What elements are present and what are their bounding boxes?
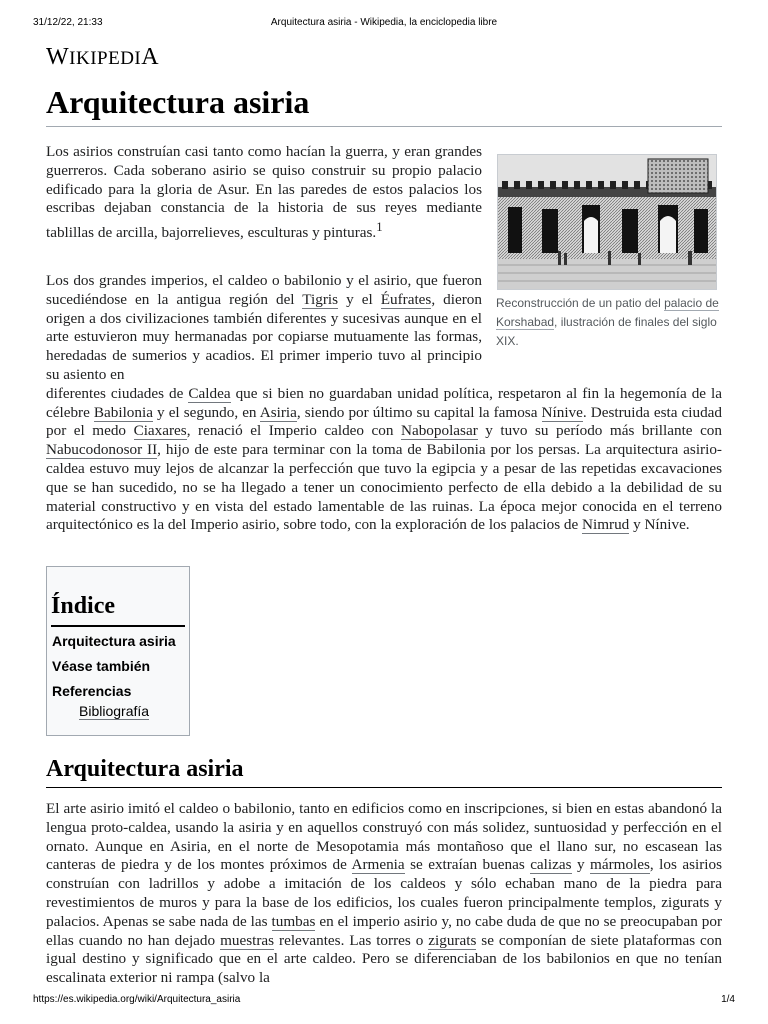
- calizas-link[interactable]: calizas: [530, 856, 572, 874]
- print-footer: [33, 994, 735, 1008]
- second-paragraph: Los dos grandes imperios, el caldeo o babilonio y el asirio, que fueron sucediéndose en la antigua región del Tigris y el Éufrates, dieron origen a dos civilizaciones también diferentes y sucesivas aunque en el arte estuvieron muy hermanadas por copiarse mutuamente las formas, heredadas de sumerios y acadios. El primer imperio tuvo al principio su asiento en diferentes ciudades de Caldea que si bien no guardaban unidad política, respetaron al fin la hegemonía de la célebre Babilonia y el segundo, en Asiria, siendo por último su capital la famosa Nínive. Destruida esta ciudad por el medo Ciaxares, renació el Imperio caldeo con Nabopolasar y tuvo su período más brillante con Nabucodonosor II, hijo de este para terminar con la toma de Babilonia por los persas. La arquitectura asirio-caldea estuvo muy lejos de alcanzar la perfección que tuvo la egipcia y a pesar de las repetidas excavaciones que se han sucedido, no se ha llegado a tener un conocimiento perfecto de ella debido a la debilidad de su material constructivo y en vista del estado lamentable de las ruinas. La época mejor conocida en el terreno arquitectónico es la del Imperio asirio, sobre todo, con la exploración de los palacios de Nimrud y Nínive.: [46, 272, 723, 534]
- palace-courtyard-engraving[interactable]: [497, 154, 717, 290]
- ciaxares-link[interactable]: Ciaxares: [133, 422, 187, 440]
- toc-item-referencias[interactable]: Referencias: [52, 683, 132, 699]
- print-header: [33, 17, 735, 31]
- tumbas-link[interactable]: tumbas: [271, 912, 316, 930]
- print-page-number: 1/4: [721, 994, 735, 1005]
- print-page-title: Arquitectura asiria - Wikipedia, la enciclopedia libre: [270, 17, 498, 28]
- section-heading-arquitectura-asiria: Arquitectura asiria: [46, 755, 722, 788]
- nabucodonosor-link[interactable]: Nabucodonosor II: [46, 441, 158, 459]
- toc-title: Índice: [51, 591, 185, 627]
- eufrates-link[interactable]: Éufrates: [380, 290, 432, 308]
- lead-paragraph: Los asirios construían casi tanto como hacían la guerra, y eran grandes guerreros. Cada soberano asirio se quiso construir su propio palacio edificado para la gloria de Asur. En las paredes de estos palacios los escribas dejaban constancia de la historia de sus reyes mediante tablillas de arcilla, bajorrelieves, esculturas y pinturas.$^1$: [46, 143, 482, 242]
- wikipedia-wordmark[interactable]: WIKIPEDIA: [46, 44, 160, 70]
- toc-item-vease-tambien[interactable]: Véase también: [52, 658, 151, 674]
- toc-item-arquitectura-asiria[interactable]: Arquitectura asiria: [52, 633, 176, 649]
- figure-caption: Reconstrucción de un patio del palacio de Korshabad, ilustración de finales del siglo XIX.: [496, 296, 719, 348]
- footnote-reference[interactable]: 1: [376, 220, 383, 235]
- caldea-link[interactable]: Caldea: [188, 384, 231, 402]
- table-of-contents: [46, 566, 190, 736]
- tigris-link[interactable]: Tigris: [302, 290, 339, 308]
- toc-subitem-bibliografia[interactable]: Bibliografía: [79, 703, 150, 719]
- print-datetime: 31/12/22, 21:33: [33, 17, 103, 28]
- section-paragraph: El arte asirio imitó el caldeo o babilonio, tanto en edificios como en inscripciones, si bien en estas abandonó la lengua proto-caldea, usando la asiria y en aquellos construyó con más solidez, suntuosidad y perfección en el ornato. Aunque en Asiria, en el norte de Mesopotamia más montañoso que el llano sur, no escasean las canteras de piedra y de los montes próximos de Armenia se extraían buenas calizas y mármoles, los asirios construían con ladrillos y adobe a imitación de los caldeos y sólo echaban mano de la piedra para revestimientos de muros y para la base de los edificios, los cuales fueron principalmente templos, zigurats y palacios. Apenas se sabe nada de las tumbas en el imperio asirio y, no cabe duda de que no se preocupaban por ellas cuando no han dejado muestras relevantes. Las torres o zigurats se componían de siete plataformas con igual destino y significado que en el arte caldeo. Pero se diferenciaban de los babilonios en que no tenían escalinata exterior ni rampa (salvo la: [46, 800, 722, 987]
- asiria-link[interactable]: Asiria: [259, 403, 297, 421]
- armenia-link[interactable]: Armenia: [351, 856, 405, 874]
- nabopolasar-link[interactable]: Nabopolasar: [401, 422, 478, 440]
- zigurats-link[interactable]: zigurats: [428, 931, 477, 949]
- ninive-link[interactable]: Nínive: [541, 403, 583, 421]
- print-url: https://es.wikipedia.org/wiki/Arquitectura_asiria: [33, 994, 241, 1005]
- palacio-korshabad-link[interactable]: palacio de Korshabad: [496, 296, 719, 329]
- page-title: Arquitectura asiria: [46, 84, 722, 127]
- marmoles-link[interactable]: mármoles: [590, 856, 650, 874]
- babilonia-link[interactable]: Babilonia: [93, 403, 153, 421]
- muestras-link[interactable]: muestras: [220, 931, 275, 949]
- nimrud-link[interactable]: Nimrud: [582, 516, 630, 534]
